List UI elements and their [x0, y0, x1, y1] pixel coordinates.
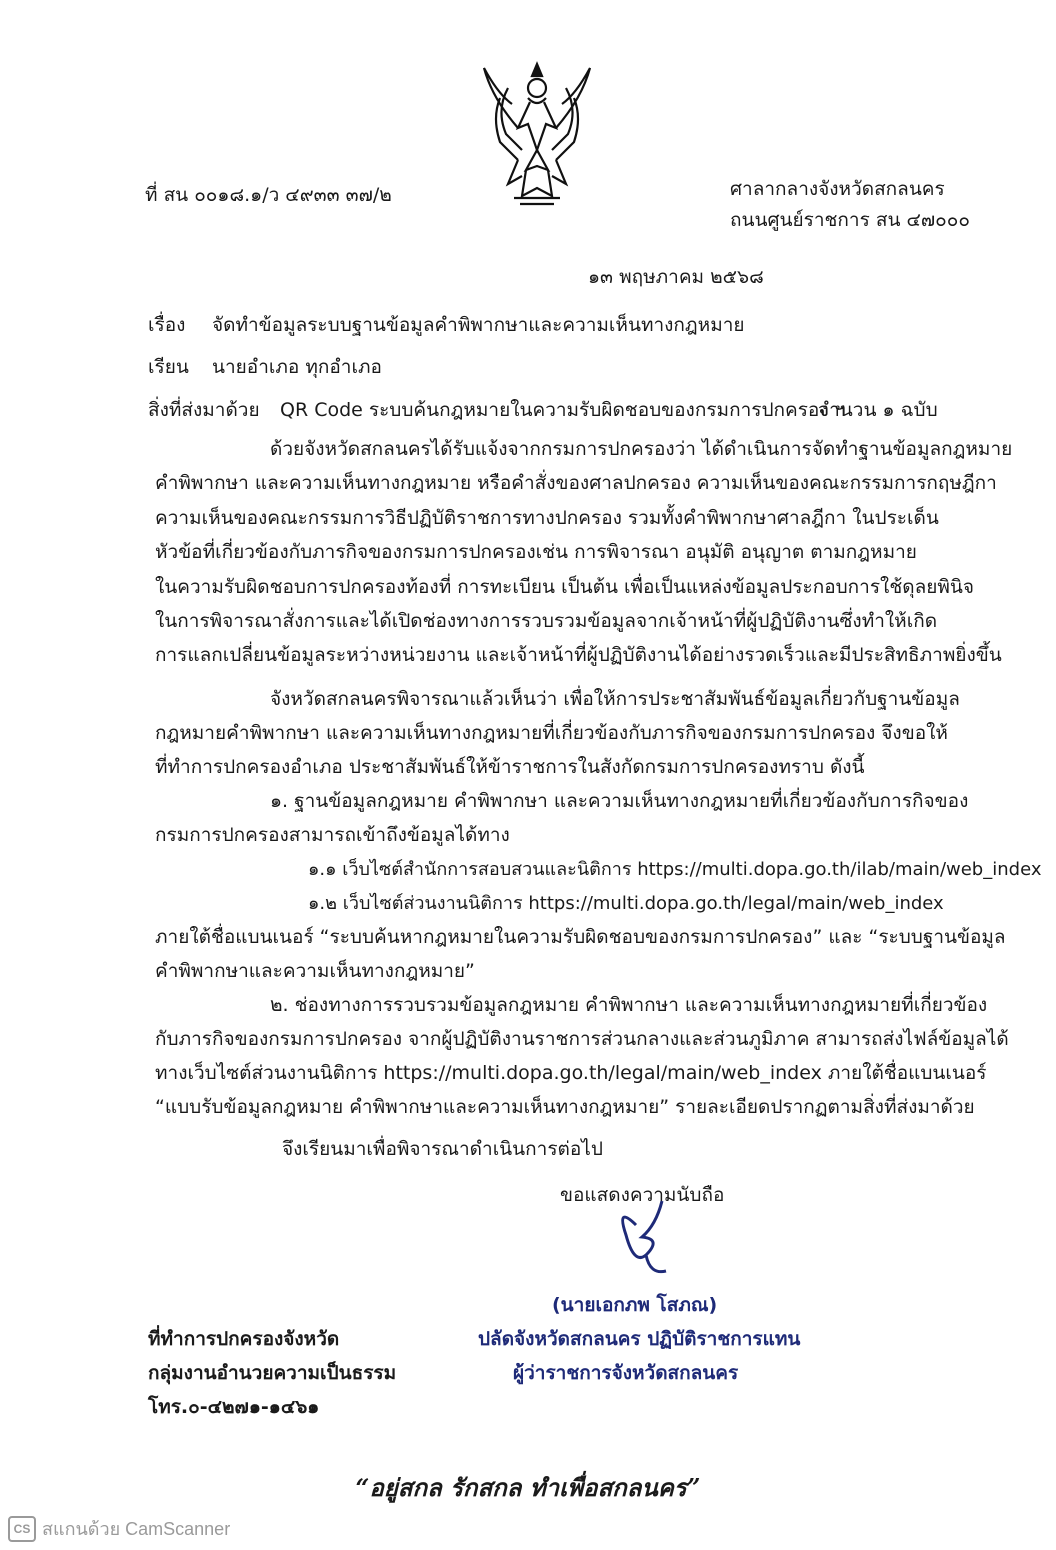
office-address: ถนนศูนย์ราชการ สน ๔๗๐๐๐ — [730, 209, 970, 231]
item2-line: ๒. ช่องทางการรวบรวมข้อมูลกฎหมาย คำพิพากษา และความเห็นทางกฎหมายที่เกี่ยวข้อง — [270, 994, 988, 1016]
signer-name: (นายเอกภพ โสภณ) — [552, 1294, 718, 1316]
para1-line: ความเห็นของคณะกรรมการวิธีปฏิบัติราชการทางปกครอง รวมทั้งคำพิพากษาศาลฎีกา ในประเด็น — [155, 507, 939, 529]
para2-line: ที่ทำการปกครองอำเภอ ประชาสัมพันธ์ให้ข้าราชการในสังกัดกรมการปกครองทราบ ดังนี้ — [155, 756, 865, 778]
letter-date: ๑๓ พฤษภาคม ๒๕๖๘ — [588, 266, 764, 288]
to-text: นายอำเภอ ทุกอำเภอ — [212, 356, 382, 378]
signer-position: ปลัดจังหวัดสกลนคร ปฏิบัติราชการแทน — [478, 1328, 801, 1350]
item1-line: กรมการปกครองสามารถเข้าถึงข้อมูลได้ทาง — [155, 824, 510, 846]
subject-label: เรื่อง — [148, 314, 186, 336]
para1-line: หัวข้อที่เกี่ยวข้องกับภารกิจของกรมการปกครองเช่น การพิจารณา อนุมัติ อนุญาต ตามกฎหมาย — [155, 541, 917, 563]
to-label: เรียน — [148, 356, 189, 378]
enclosure-quantity: จำนวน ๑ ฉบับ — [818, 399, 938, 421]
para1-line: ด้วยจังหวัดสกลนครได้รับแจ้งจากกรมการปกครองว่า ได้ดำเนินการจัดทำฐานข้อมูลกฎหมาย — [270, 438, 1013, 460]
signature-mark — [606, 1195, 686, 1285]
para1-line: การแลกเปลี่ยนข้อมูลระหว่างหน่วยงาน และเจ้าหน้าที่ผู้ปฏิบัติงานได้อย่างรวดเร็วและมีประสิทธิภาพยิ่งขึ้น — [155, 644, 1002, 666]
banner-line: ภายใต้ชื่อแบนเนอร์ “ระบบค้นหากฎหมายในความรับผิดชอบของกรมการปกครอง” และ “ระบบฐานข้อมูล — [155, 926, 1006, 948]
enclosure-text: QR Code ระบบค้นกฎหมายในความรับผิดชอบของกรมการปกครอง ฯ — [280, 399, 846, 421]
item1-2-link: ๑.๒ เว็บไซต์ส่วนงานนิติการ https://multi.dopa.go.th/legal/main/web_index — [308, 893, 944, 914]
banner-line: คำพิพากษาและความเห็นทางกฎหมาย” — [155, 960, 475, 982]
footer-office: ที่ทำการปกครองจังหวัด — [148, 1328, 340, 1350]
para1-line: คำพิพากษา และความเห็นทางกฎหมาย หรือคำสั่งของศาลปกครอง ความเห็นของคณะกรรมการกฤษฎีกา — [155, 472, 997, 494]
footer-phone: โทร.๐-๔๒๗๑-๑๔๖๑ — [148, 1396, 320, 1418]
item2-line: กับภารกิจของกรมการปกครอง จากผู้ปฏิบัติงานราชการส่วนกลางและส่วนภูมิภาค สามารถส่งไฟล์ข้อมูลได้ — [155, 1028, 1009, 1050]
slogan: “อยู่สกล รักสกล ทำเพื่อสกลนคร” — [355, 1473, 701, 1502]
office-name: ศาลากลางจังหวัดสกลนคร — [730, 178, 945, 200]
footer-group: กลุ่มงานอำนวยความเป็นธรรม — [148, 1362, 397, 1384]
item1-1-link: ๑.๑ เว็บไซต์สำนักการสอบสวนและนิติการ https://multi.dopa.go.th/ilab/main/web_index — [308, 859, 1042, 880]
garuda-emblem — [478, 58, 596, 208]
camscanner-watermark — [8, 1514, 230, 1543]
para1-line: ในความรับผิดชอบการปกครองท้องที่ การทะเบียน เป็นต้น เพื่อเป็นแหล่งข้อมูลประกอบการใช้ดุลยพินิจ — [155, 576, 974, 598]
subject-text: จัดทำข้อมูลระบบฐานข้อมูลคำพิพากษาและความเห็นทางกฎหมาย — [212, 314, 745, 336]
camscanner-text: สแกนด้วย CamScanner — [42, 1519, 231, 1539]
closing-line: จึงเรียนมาเพื่อพิจารณาดำเนินการต่อไป — [282, 1138, 603, 1160]
para2-line: กฎหมายคำพิพากษา และความเห็นทางกฎหมายที่เกี่ยวข้องกับภารกิจของกรมการปกครอง จึงขอให้ — [155, 722, 948, 744]
para2-line: จังหวัดสกลนครพิจารณาแล้วเห็นว่า เพื่อให้การประชาสัมพันธ์ข้อมูลเกี่ยวกับฐานข้อมูล — [270, 688, 960, 710]
para1-line: ในการพิจารณาสั่งการและได้เปิดช่องทางการรวบรวมข้อมูลจากเจ้าหน้าที่ผู้ปฏิบัติงานซึ่งทำให้เกิด — [155, 610, 938, 632]
item2-line: ทางเว็บไซต์ส่วนงานนิติการ https://multi.dopa.go.th/legal/main/web_index ภายใต้ชื่อแบนเนอร์ — [155, 1062, 987, 1084]
signer-title: ผู้ว่าราชการจังหวัดสกลนคร — [513, 1362, 739, 1384]
reference-number: ที่ สน ๐๐๑๘.๑/ว ๔๙๓๓ ๓๗/๒ — [145, 184, 392, 206]
enclosure-label: สิ่งที่ส่งมาด้วย — [148, 399, 260, 421]
camscanner-icon: CS — [8, 1516, 36, 1542]
item1-line: ๑. ฐานข้อมูลกฎหมาย คำพิพากษา และความเห็นทางกฎหมายที่เกี่ยวข้องกับการกิจของ — [270, 790, 969, 812]
salutation: ขอแสดงความนับถือ — [560, 1184, 725, 1206]
item2-line: “แบบรับข้อมูลกฎหมาย คำพิพากษาและความเห็นทางกฎหมาย” รายละเอียดปรากฏตามสิ่งที่ส่งมาด้วย — [155, 1096, 975, 1118]
